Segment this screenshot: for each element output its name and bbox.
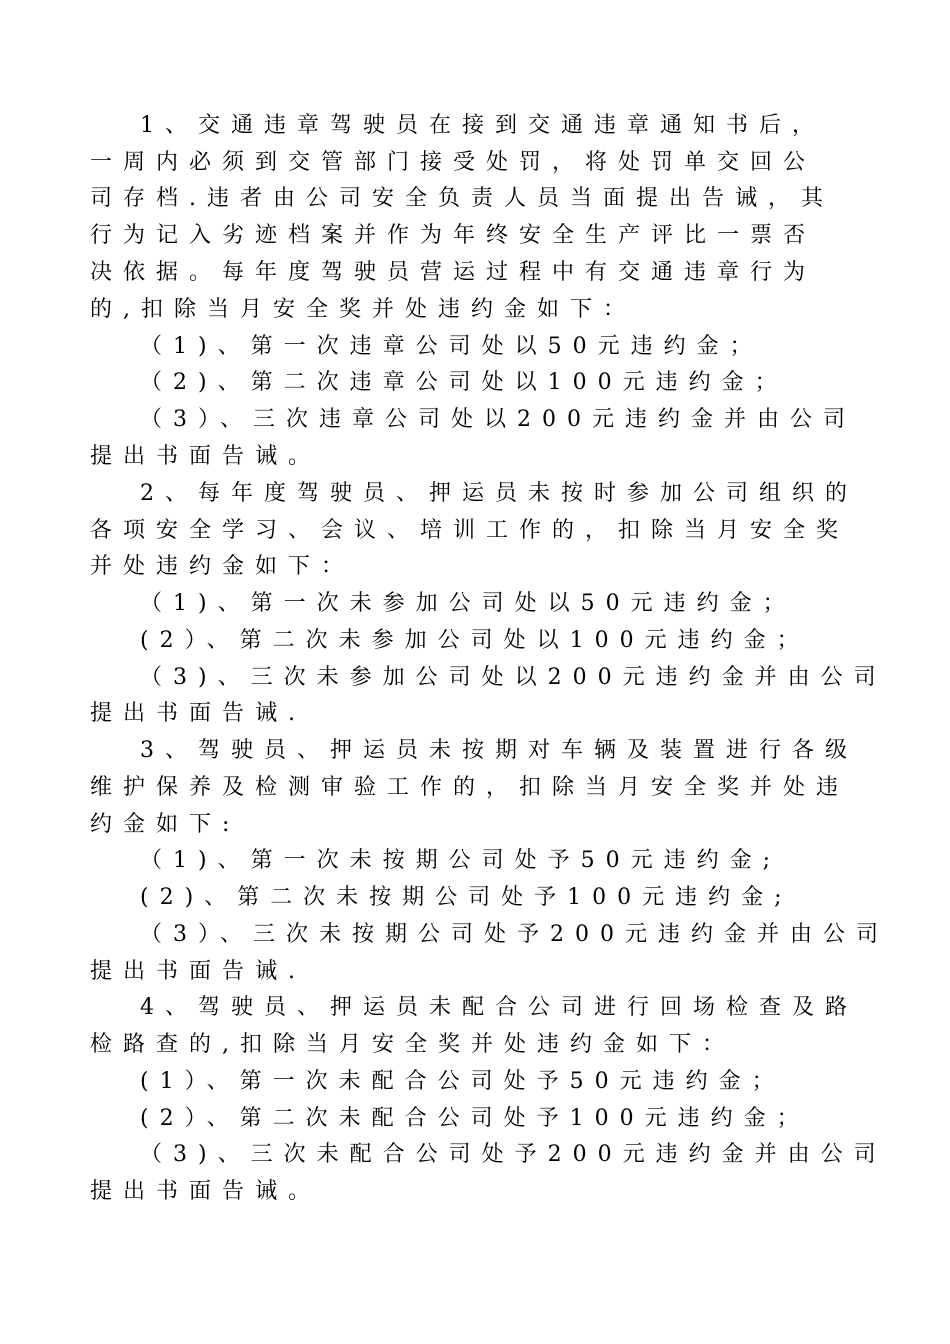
item-2-3-cont: 提出书面告诫.: [90, 701, 306, 726]
item-3-2: (2)、第二次未按期公司处予100元违约金;: [140, 885, 793, 910]
paragraph-1-line-3: 司存档.违者由公司安全负责人员当面提出告诫，其: [90, 186, 834, 211]
paragraph-4-line-2: 检路查的,扣除当月安全奖并处违约金如下：: [90, 1032, 735, 1057]
paragraph-1-line-6: 的,扣除当月安全奖并处违约金如下：: [90, 297, 636, 322]
paragraph-1-line-1: 1、交通违章驾驶员在接到交通违章通知书后，: [140, 113, 825, 138]
item-3-1: （1)、第一次未按期公司处予50元违约金;: [140, 848, 781, 873]
item-4-1: (1）、第一次未配合公司处予50元违约金；: [140, 1069, 785, 1094]
paragraph-3-line-2: 维护保养及检测审验工作的，扣除当月安全奖并处违: [90, 775, 850, 800]
item-2-1: （1)、第一次未参加公司处以50元违约金；: [140, 591, 796, 616]
paragraph-1-line-5: 决依据。每年度驾驶员营运过程中有交通违章行为: [90, 260, 817, 285]
item-1-1: （1)、第一次违章公司处以50元违约金；: [140, 334, 763, 359]
item-3-3-cont: 提出书面告诫.: [90, 959, 306, 984]
item-1-2: （2)、第二次违章公司处以100元违约金；: [140, 370, 788, 395]
paragraph-1-line-4: 行为记入劣迹档案并作为年终安全生产评比一票否: [90, 223, 817, 248]
paragraph-4-line-1: 4、驾驶员、押运员未配合公司进行回场检查及路: [140, 995, 858, 1020]
item-1-3: （3）、三次违章公司处以200元违约金并由公司: [140, 407, 856, 432]
item-4-3: （3)、三次未配合公司处予200元违约金并由公司: [140, 1142, 887, 1167]
paragraph-3-line-3: 约金如下:: [90, 812, 241, 837]
paragraph-2-line-3: 并处违约金如下：: [90, 554, 355, 579]
item-3-3: （3）、三次未按期公司处予200元违约金并由公司: [140, 922, 889, 947]
item-4-2: (2）、第二次未配合公司处予100元违约金；: [140, 1106, 810, 1131]
paragraph-1-line-2: 一周内必须到交管部门接受处罚，将处罚单交回公: [90, 150, 817, 175]
item-1-3-cont: 提出书面告诫。: [90, 444, 322, 469]
paragraph-2-line-1: 2、每年度驾驶员、押运员未按时参加公司组织的: [140, 481, 858, 506]
item-4-3-cont: 提出书面告诫。: [90, 1179, 322, 1204]
paragraph-2-line-2: 各项安全学习、会议、培训工作的，扣除当月安全奖: [90, 518, 850, 543]
item-2-3: （3)、三次未参加公司处以200元违约金并由公司: [140, 665, 887, 690]
item-2-2: (2）、第二次未参加公司处以100元违约金；: [140, 628, 810, 653]
paragraph-3-line-1: 3、驾驶员、押运员未按期对车辆及装置进行各级: [140, 738, 858, 763]
